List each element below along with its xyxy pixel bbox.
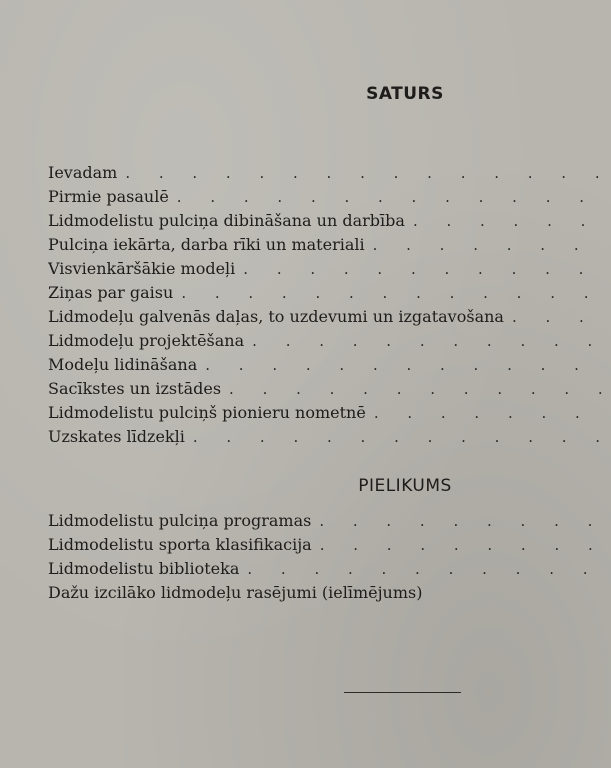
dot-leader [252,329,608,353]
dot-leader [177,185,608,209]
toc-entry-title: Ziņas par gaisu [48,283,174,302]
dot-leader [413,209,608,233]
toc-entry-title: Lidmodelistu pulciņa programas [48,511,312,530]
contents-list [48,161,608,449]
toc-entry [48,305,608,329]
toc-entry [48,353,608,377]
toc-entry [48,533,608,557]
dot-leader [319,509,608,533]
toc-entry-title: Lidmodelistu pulciņa dibināšana un darbība [48,211,405,230]
toc-entry [48,257,608,281]
dot-leader [243,257,608,281]
toc-entry-title: Pirmie pasaulē [48,187,169,206]
toc-entry [48,161,608,185]
toc-entry-title: Pulciņa iekārta, darba rīki un materiali [48,235,365,254]
toc-entry-title: Visvienkāršākie modeļi [48,259,236,278]
dot-leader [512,305,608,329]
toc-entry [48,557,608,581]
toc-entry [48,329,608,353]
dot-leader [181,281,608,305]
toc-entry-title: Lidmodelistu biblioteka [48,559,240,578]
toc-entry [48,401,608,425]
toc-entry [48,581,608,605]
toc-entry [48,377,608,401]
toc-entry [48,209,608,233]
toc-entry [48,233,608,257]
toc-entry-title: Lidmodeļu projektēšana [48,331,245,350]
dot-leader [229,377,608,401]
toc-entry-title: Ievadam [48,163,118,182]
closing-rule [344,692,461,693]
toc-entry-title: Uzskates līdzekļi [48,427,185,446]
dot-leader [373,233,608,257]
toc-entry-title: Lidmodeļu galvenās daļas, to uzdevumi un izgatavošana [48,307,504,326]
toc-entry [48,281,608,305]
toc-entry [48,185,608,209]
toc-entry [48,509,608,533]
appendix-list [48,509,608,605]
toc-entry-title: Lidmodelistu pulciņš pionieru nometnē [48,403,366,422]
appendix-heading: PIELIKUMS [358,476,452,496]
toc-entry-title: Dažu izcilāko lidmodeļu rasējumi (ielīmējums) [48,583,423,602]
toc-entry [48,425,608,449]
dot-leader [374,401,608,425]
toc-entry-title: Sacīkstes un izstādes [48,379,222,398]
dot-leader [193,425,608,449]
toc-entry-title: Modeļu lidināšana [48,355,198,374]
dot-leader [125,161,608,185]
dot-leader [205,353,608,377]
toc-entry-title: Lidmodelistu sporta klasifikacija [48,535,312,554]
dot-leader [320,533,608,557]
contents-heading: SATURS [366,84,444,104]
dot-leader [247,557,608,581]
